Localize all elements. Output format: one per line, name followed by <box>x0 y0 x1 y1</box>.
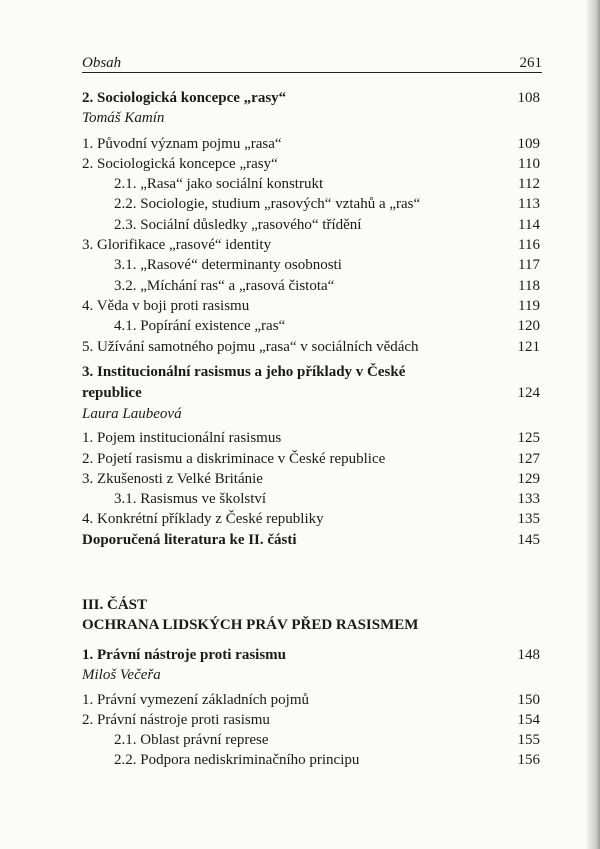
page-number: 148 <box>517 647 540 663</box>
page-number: 119 <box>518 297 540 314</box>
toc-entry <box>82 489 540 509</box>
entry-text: 1. Původní význam pojmu „rasa“ <box>82 135 282 152</box>
entry-text: 4.1. Popírání existence „ras“ <box>114 318 286 335</box>
page-number: 109 <box>517 135 540 152</box>
running-header <box>82 52 542 73</box>
entry-text: 3. Glorifikace „rasové“ identity <box>82 237 272 254</box>
toc-entry <box>82 194 540 214</box>
page-number: 120 <box>517 318 540 335</box>
part-title: OCHRANA LIDSKÝCH PRÁV PŘED RASISMEM <box>82 617 419 633</box>
page-number: 108 <box>517 90 540 106</box>
chapter-title <box>82 88 540 108</box>
part-label: III. ČÁST <box>82 597 148 613</box>
page-number: 114 <box>518 216 540 233</box>
page-number: 117 <box>518 257 540 274</box>
toc-entry <box>82 134 540 154</box>
toc-entry <box>82 255 540 275</box>
toc-entry <box>82 337 540 357</box>
page-number: 129 <box>517 470 540 487</box>
entry-text: 3.2. „Míchání ras“ a „rasová čistota“ <box>114 277 335 294</box>
toc-entry <box>82 690 540 710</box>
entry-text: 4. Věda v boji proti rasismu <box>82 297 250 314</box>
entry-text: 2.2. Sociologie, studium „rasových“ vztahů a „ras“ <box>114 196 421 213</box>
header-title: Obsah <box>82 55 122 71</box>
toc-entry <box>82 316 540 336</box>
entry-text: 2.1. Oblast právní represe <box>114 732 269 749</box>
page-number: 150 <box>517 691 540 708</box>
page-number: 135 <box>517 511 540 528</box>
toc-entry <box>82 215 540 235</box>
entry-text: 3. Institucionální rasismus a jeho příklady v České republice <box>82 364 406 401</box>
toc-entry <box>82 174 540 194</box>
chapter-author <box>82 404 540 424</box>
chapter-title <box>82 362 540 404</box>
page-number: 261 <box>519 55 542 71</box>
page-number: 124 <box>517 385 540 401</box>
page-number: 156 <box>517 752 540 769</box>
page-number: 125 <box>517 430 540 447</box>
entry-text: 3.1. „Rasové“ determinanty osobnosti <box>114 257 342 274</box>
toc-entry <box>82 276 540 296</box>
entry-text: Miloš Večeřa <box>82 667 161 684</box>
entry-text: 2. Sociologická koncepce „rasy“ <box>82 155 278 172</box>
page-number: 154 <box>517 711 540 728</box>
entry-text: 2.3. Sociální důsledky „rasového“ třídění <box>114 216 362 233</box>
entry-text: 5. Užívání samotného pojmu „rasa“ v sociálních vědách <box>82 338 419 355</box>
toc-section-3 <box>82 362 540 550</box>
entry-text: Tomáš Kamín <box>82 110 165 127</box>
toc-entry <box>82 428 540 448</box>
chapter-author <box>82 665 540 685</box>
chapter-author <box>82 108 540 128</box>
page-number: 155 <box>517 732 540 749</box>
toc-entry <box>82 154 540 174</box>
entry-text: 4. Konkrétní příklady z České republiky <box>82 511 324 528</box>
toc-entry <box>82 509 540 529</box>
part-3-heading <box>82 595 540 635</box>
page-number: 116 <box>518 237 540 254</box>
page-edge-shadow <box>586 0 600 849</box>
toc-entry <box>82 235 540 255</box>
toc-entry <box>82 296 540 316</box>
page-number: 145 <box>517 531 540 548</box>
entry-text: 2. Právní nástroje proti rasismu <box>82 711 270 728</box>
entry-text: 1. Právní nástroje proti rasismu <box>82 647 287 663</box>
page-number: 133 <box>517 491 540 508</box>
toc-entry <box>82 710 540 730</box>
toc-entry <box>82 750 540 770</box>
page-number: 118 <box>518 277 540 294</box>
page-number: 127 <box>517 450 540 467</box>
toc-entry <box>82 730 540 750</box>
entry-text: 2.1. „Rasa“ jako sociální konstrukt <box>114 176 324 193</box>
chapter-title <box>82 645 540 665</box>
page-number: 113 <box>518 196 540 213</box>
entry-text: 2. Pojetí rasismu a diskriminace v České republice <box>82 450 386 467</box>
page-number: 121 <box>517 338 540 355</box>
entry-text: 2. Sociologická koncepce „rasy“ <box>82 90 287 106</box>
entry-text: 1. Právní vymezení základních pojmů <box>82 691 310 708</box>
entry-text: 1. Pojem institucionální rasismus <box>82 430 282 447</box>
page-number: 110 <box>518 155 540 172</box>
entry-text: 2.2. Podpora nediskriminačního principu <box>114 752 360 769</box>
toc-entry <box>82 449 540 469</box>
toc-section-1 <box>82 645 540 771</box>
toc-literature <box>82 530 540 550</box>
toc-section-2 <box>82 88 540 357</box>
page-number: 112 <box>518 176 540 193</box>
toc-entry <box>82 469 540 489</box>
entry-text: 3.1. Rasismus ve školství <box>114 491 267 508</box>
entry-text: Laura Laubeová <box>82 406 182 422</box>
entry-text: 3. Zkušenosti z Velké Británie <box>82 470 263 487</box>
entry-text: Doporučená literatura ke II. části <box>82 531 297 548</box>
